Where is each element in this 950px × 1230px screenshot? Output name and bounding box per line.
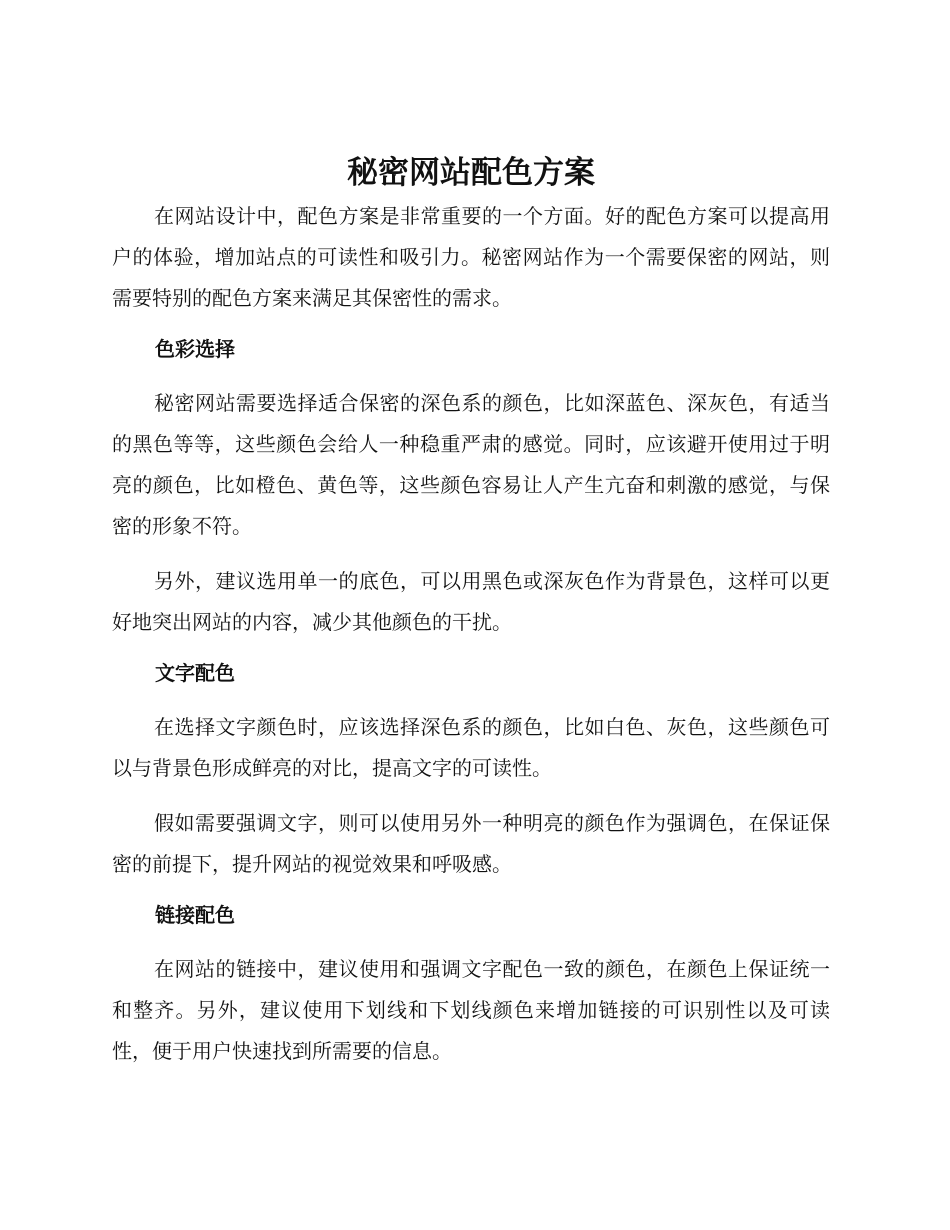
section-paragraph: 秘密网站需要选择适合保密的深色系的颜色，比如深蓝色、深灰色，有适当的黑色等等，这些颜色会给人一种稳重严肃的感觉。同时，应该避开使用过于明亮的颜色，比如橙色、黄色等，这些颜色容易让人产生亢奋和刺激的感觉，与保密的形象不符。 — [112, 391, 830, 538]
section-color-selection — [112, 333, 830, 643]
section-paragraph: 在网站的链接中，建议使用和强调文字配色一致的颜色，在颜色上保证统一和整齐。另外，建议使用下划线和下划线颜色来增加链接的可识别性以及可读性，便于用户快速找到所需要的信息。 — [112, 957, 830, 1063]
document-page — [112, 150, 830, 1086]
section-link-color — [112, 899, 830, 1072]
section-paragraph: 假如需要强调文字，则可以使用另外一种明亮的颜色作为强调色，在保证保密的前提下，提升网站的视觉效果和呼吸感。 — [112, 811, 830, 876]
section-paragraph: 在选择文字颜色时，应该选择深色系的颜色，比如白色、灰色，这些颜色可以与背景色形成鲜亮的对比，提高文字的可读性。 — [112, 715, 830, 780]
document-title: 秘密网站配色方案 — [347, 155, 595, 191]
section-heading: 文字配色 — [155, 661, 235, 685]
section-heading: 色彩选择 — [155, 337, 235, 361]
section-heading: 链接配色 — [155, 903, 235, 927]
section-text-color — [112, 657, 830, 885]
section-paragraph: 另外，建议选用单一的底色，可以用黑色或深灰色作为背景色，这样可以更好地突出网站的内容，减少其他颜色的干扰。 — [112, 569, 830, 634]
intro-paragraph: 在网站设计中，配色方案是非常重要的一个方面。好的配色方案可以提高用户的体验，增加站点的可读性和吸引力。秘密网站作为一个需要保密的网站，则需要特别的配色方案来满足其保密性的需求。 — [112, 204, 830, 310]
